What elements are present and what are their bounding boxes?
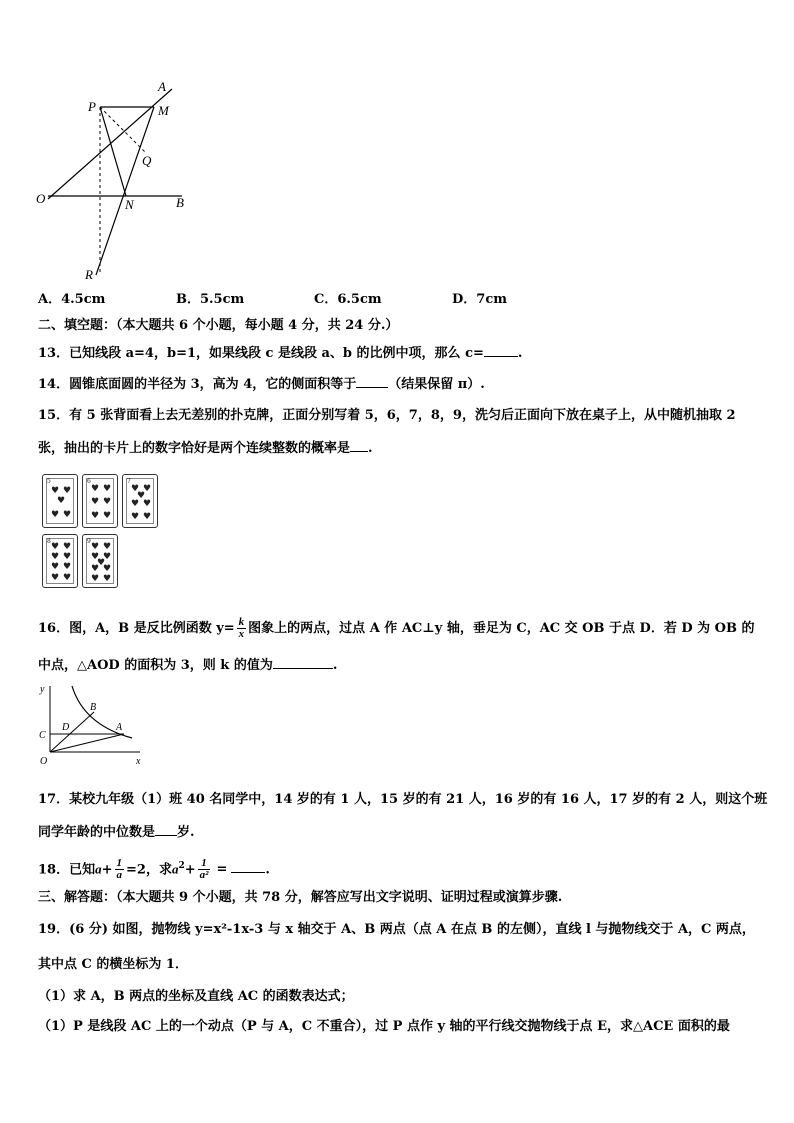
frac-num: k <box>238 616 245 628</box>
card-9 <box>82 534 118 588</box>
section-2-title: 二、填空题：（本大题共 6 个小题，每小题 4 分，共 24 分.） <box>38 318 399 333</box>
frac1-num: 1 <box>116 857 122 870</box>
heart-icon: ♥ <box>103 574 112 584</box>
label-A: A <box>116 722 123 733</box>
heart-icon: ♥ <box>103 542 112 552</box>
label-M: M <box>158 103 169 118</box>
option-c: C．6.5cm <box>314 292 382 307</box>
heart-icon: ♥ <box>131 499 140 509</box>
q16-text-c: 中点，△AOD 的面积为 3，则 k 的值为 <box>38 658 273 673</box>
heart-icon: ♥ <box>103 484 112 494</box>
card-6-value: 6 <box>87 478 91 485</box>
question-19-line1: 19．(6 分) 如图，抛物线 y=x²-1x-3 与 x 轴交于 A、B 两点（点 A 在点 B 的左侧），直线 l 与抛物线交于 A，C 两点， <box>38 922 755 937</box>
heart-icon: ♥ <box>143 512 152 522</box>
q13-end: . <box>517 346 523 361</box>
question-15-line2 <box>38 439 373 457</box>
question-17-line1: 17．某校九年级（1）班 40 名同学中，14 岁的有 1 人，15 岁的有 21 人，16 岁的有 16 人，17 岁的有 2 人，则这个班 <box>38 792 768 807</box>
q18-sup: 2 <box>178 861 185 871</box>
card-6 <box>82 474 118 528</box>
q18-var-a2: a <box>171 861 179 877</box>
question-16-line2 <box>38 656 337 674</box>
heart-icon: ♥ <box>57 496 66 506</box>
question-16-line1 <box>38 616 755 642</box>
q17-text: 同学年龄的中位数是 <box>38 825 156 840</box>
heart-icon: ♥ <box>103 511 112 521</box>
heart-icon: ♥ <box>51 510 60 520</box>
card-5 <box>42 474 78 528</box>
q15-end: . <box>368 441 373 456</box>
option-a: A．4.5cm <box>38 292 106 307</box>
frac2-num: 1 <box>198 858 211 870</box>
heart-icon: ♥ <box>131 484 140 494</box>
frac2-den: a² <box>199 869 209 882</box>
label-P: P <box>88 99 96 114</box>
heart-icon: ♥ <box>91 564 100 574</box>
heart-icon: ♥ <box>91 484 100 494</box>
q18-end: . <box>265 862 270 878</box>
q13-blank <box>484 344 518 357</box>
card-5-value: 5 <box>47 478 51 485</box>
card-7-value: 7 <box>127 478 131 485</box>
q15-text: 张，抽出的卡片上的数字恰好是两个连续整数的概率是 <box>38 441 351 456</box>
fraction-1-over-a <box>115 858 125 881</box>
fraction-1-over-a2 <box>198 858 211 881</box>
frac-den: x <box>238 628 245 640</box>
heart-icon: ♥ <box>91 511 100 521</box>
section-3-title: 三、解答题：（本大题共 9 个小题，共 78 分，解答应写出文字说明、证明过程或演算步骤. <box>38 890 563 905</box>
q17-end: 岁. <box>177 825 195 840</box>
label-O: O <box>36 191 46 206</box>
q14-text: 14．圆锥底面圆的半径为 3，高为 4，它的侧面积等于 <box>38 377 357 392</box>
q18-blank <box>231 860 265 873</box>
question-19-part2: （1）P 是线段 AC 上的一个动点（P 与 A，C 不重合），过 P 点作 y 轴的平行线交抛物线于点 E，求△ACE 面积的最 <box>38 1019 730 1034</box>
heart-icon: ♥ <box>103 497 112 507</box>
heart-icon: ♥ <box>143 499 152 509</box>
question-18 <box>38 850 270 882</box>
label-C: C <box>39 730 46 741</box>
q16-text-b: 图象上的两点，过点 A 作 AC⊥y 轴，垂足为 C，AC 交 OB 于点 D．若 D 为 OB 的 <box>248 621 755 636</box>
card-7 <box>122 474 158 528</box>
label-Q: Q <box>142 153 152 168</box>
fraction-k-over-x <box>237 617 247 640</box>
card-8 <box>42 534 78 588</box>
heart-icon: ♥ <box>51 486 60 496</box>
q16-end: . <box>332 658 338 673</box>
question-13 <box>38 344 522 362</box>
frac1-den: a <box>116 869 122 882</box>
q17-blank <box>155 823 177 836</box>
heart-icon: ♥ <box>137 491 146 501</box>
heart-icon: ♥ <box>91 497 100 507</box>
q18-plus2: + <box>184 862 196 878</box>
label-R: R <box>85 267 93 282</box>
heart-icon: ♥ <box>103 564 112 574</box>
heart-icon: ♥ <box>131 512 140 522</box>
q18-var-a: a <box>95 861 102 877</box>
heart-icon: ♥ <box>103 552 112 562</box>
label-N: N <box>125 197 134 212</box>
q16-text-a: 16．图，A，B 是反比例函数 y= <box>38 621 235 636</box>
heart-icon: ♥ <box>91 542 100 552</box>
geometry-figure <box>30 75 210 285</box>
heart-icon: ♥ <box>63 510 72 520</box>
card-8-value: 8 <box>47 538 51 545</box>
label-D: D <box>62 722 70 733</box>
q18-plus: + <box>101 862 113 878</box>
q18-prefix: 18．已知 <box>38 862 96 878</box>
question-15-line1: 15．有 5 张背面看上去无差别的扑克牌，正面分别写着 5，6，7，8，9，洗匀后正面向下放在桌子上，从中随机抽取 2 <box>38 408 736 423</box>
question-19-line2: 其中点 C 的横坐标为 1． <box>38 957 188 972</box>
heart-icon: ♥ <box>63 562 72 572</box>
card-9-value: 9 <box>87 538 91 545</box>
label-B: B <box>176 195 184 210</box>
label-A: A <box>158 79 166 94</box>
q16-blank <box>273 656 333 669</box>
q14-end: （结果保留 π）. <box>388 377 485 392</box>
q18-mid: =2，求 <box>126 862 172 878</box>
option-d: D．7cm <box>452 292 507 307</box>
heart-icon: ♥ <box>91 552 100 562</box>
heart-icon: ♥ <box>63 486 72 496</box>
hyperbola-figure <box>32 680 147 772</box>
axis-x-label: x <box>136 756 141 767</box>
heart-icon: ♥ <box>51 542 60 552</box>
q13-text: 13．已知线段 a=4，b=1，如果线段 c 是线段 a、b 的比例中项，那么 c= <box>38 346 484 361</box>
q15-blank <box>350 439 368 452</box>
heart-icon: ♥ <box>63 542 72 552</box>
q18-eq: = <box>216 862 228 878</box>
heart-icon: ♥ <box>51 552 60 562</box>
q14-blank <box>356 375 388 388</box>
question-19-part1: （1）求 A，B 两点的坐标及直线 AC 的函数表达式； <box>38 989 354 1004</box>
label-O: O <box>40 756 48 767</box>
axis-y-label: y <box>40 684 45 695</box>
heart-icon: ♥ <box>91 574 100 584</box>
heart-icon: ♥ <box>51 573 60 583</box>
question-14 <box>38 375 485 393</box>
heart-icon: ♥ <box>143 484 152 494</box>
heart-icon: ♥ <box>63 573 72 583</box>
playing-cards-figure <box>38 472 168 598</box>
label-B: B <box>90 702 97 713</box>
heart-icon: ♥ <box>63 552 72 562</box>
option-b: B．5.5cm <box>176 292 245 307</box>
question-17-line2 <box>38 823 195 841</box>
heart-icon: ♥ <box>51 562 60 572</box>
heart-icon: ♥ <box>97 558 106 568</box>
